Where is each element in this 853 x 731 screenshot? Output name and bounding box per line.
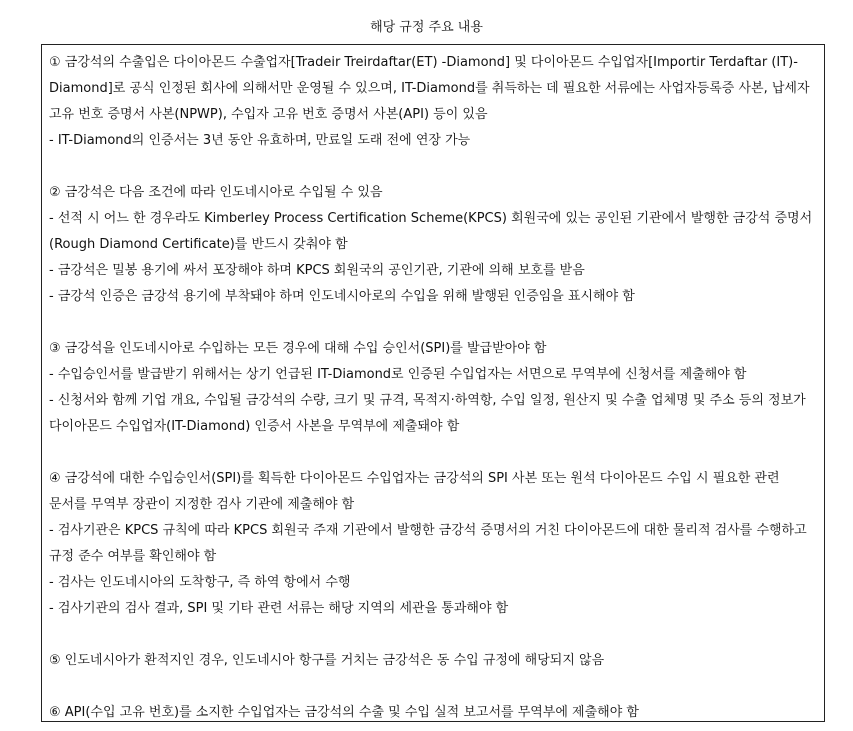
section-3-bullet-1: - 수입승인서를 발급받기 위해서는 상기 언급된 IT-Diamond로 인증된 수입업자는 서면으로 무역부에 신청서를 제출해야 함 [49, 367, 747, 382]
section-4-bullet-2: - 검사는 인도네시아의 도착항구, 즉 하역 항에서 수행 [49, 575, 351, 590]
section-2 [49, 180, 817, 310]
section-2-bullet-3: - 금강석 인증은 금강석 용기에 부착돼야 하며 인도네시아로의 수입을 위해 발행된 인증임을 표시해야 함 [49, 289, 635, 304]
section-2-heading: ② 금강석은 다음 조건에 따라 인도네시아로 수입될 수 있음 [49, 185, 383, 200]
section-2-bullet-2: - 금강석은 밀봉 용기에 싸서 포장해야 하며 KPCS 회원국의 공인기관, 기관에 의해 보호를 받음 [49, 263, 585, 278]
section-6 [49, 700, 817, 722]
section-1-heading: ① 금강석의 수출입은 다이아몬드 수출업자[Tradeir Treirdaftar(ET) -Diamond] 및 다이아몬드 수입업자[Importir Terdaftar (IT)-Diamond]로 공식 인정된 회사에 의해서만 운영될 수 있으며, IT-Diamond를 취득하는 데 필요한 서류에는 사업자등록증 사본, 납세자 고유 번호 증명서 사본(NPWP), 수입자 고유 번호 증명서 사본(API) 등이 있음 [49, 55, 810, 122]
section-3-heading: ③ 금강석을 인도네시아로 수입하는 모든 경우에 대해 수입 승인서(SPI)를 발급받아야 함 [49, 341, 547, 356]
section-3 [49, 336, 817, 440]
section-6-heading: ⑥ API(수입 고유 번호)를 소지한 수입업자는 금강석의 수출 및 수입 실적 보고서를 무역부에 제출해야 함 [49, 705, 639, 720]
section-3-bullet-2: - 신청서와 함께 기업 개요, 수입될 금강석의 수량, 크기 및 규격, 목적지·하역항, 수입 일정, 원산지 및 수출 업체명 및 주소 등의 정보가 다이아몬드 수입업자(IT-Diamond) 인증서 사본을 무역부에 제출돼야 함 [49, 393, 806, 434]
section-5 [49, 648, 817, 674]
regulation-content-box [41, 44, 825, 722]
section-1 [49, 50, 817, 154]
section-4-heading: ④ 금강석에 대한 수입승인서(SPI)를 획득한 다이아몬드 수입업자는 금강석의 SPI 사본 또는 원석 다이아몬드 수입 시 필요한 관련 문서를 무역부 장관이 지정한 검사 기관에 제출해야 함 [49, 471, 780, 512]
section-4-bullet-1: - 검사기관은 KPCS 규칙에 따라 KPCS 회원국 주재 기관에서 발행한 금강석 증명서의 거친 다이아몬드에 대한 물리적 검사를 수행하고 규정 준수 여부를 확인해야 함 [49, 523, 807, 564]
section-4-bullet-3: - 검사기관의 검사 결과, SPI 및 기타 관련 서류는 해당 지역의 세관을 통과해야 함 [49, 601, 509, 616]
section-1-bullet-1: - IT-Diamond의 인증서는 3년 동안 유효하며, 만료일 도래 전에 연장 가능 [49, 133, 471, 148]
section-2-bullet-1: - 선적 시 어느 한 경우라도 Kimberley Process Certification Scheme(KPCS) 회원국에 있는 공인된 기관에서 발행한 금강석 증명서(Rough Diamond Certificate)를 반드시 갖춰야 함 [49, 211, 813, 252]
document-title: 해당 규정 주요 내용 [370, 20, 483, 35]
section-4 [49, 466, 817, 622]
section-5-heading: ⑤ 인도네시아가 환적지인 경우, 인도네시아 항구를 거치는 금강석은 동 수입 규정에 해당되지 않음 [49, 653, 605, 668]
